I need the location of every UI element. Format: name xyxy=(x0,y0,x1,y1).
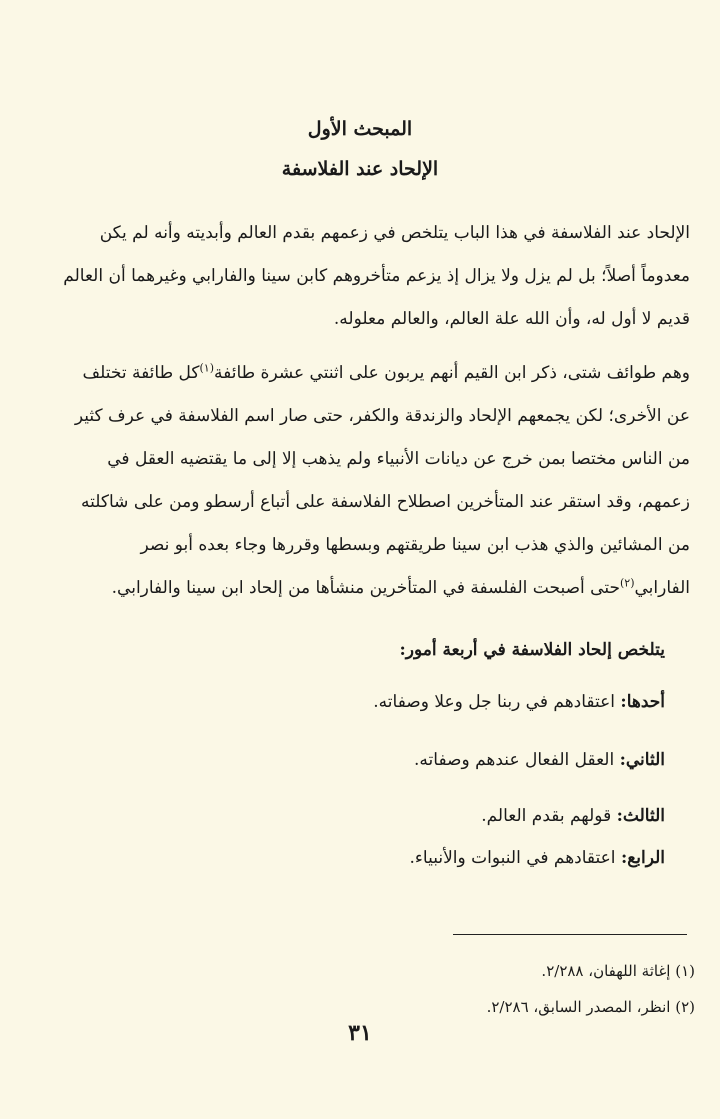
section-subtitle: الإلحاد عند الفلاسفة xyxy=(281,158,439,180)
list-item xyxy=(481,806,665,826)
item-label: الثالث: xyxy=(616,806,665,826)
paragraph-line xyxy=(72,567,690,610)
item-label: الرابع: xyxy=(620,848,665,868)
footnote-2: (٢) انظر، المصدر السابق، ٢/٢٨٦. xyxy=(486,998,695,1016)
item-text: قولهم بقدم العالم. xyxy=(481,806,617,826)
paragraph-text: الفارابي xyxy=(634,578,690,598)
paragraph-line: زعمهم، وقد استقر عند المتأخرين اصطلاح الفلاسفة على أتباع أرسطو ومن على شاكلته xyxy=(81,492,690,512)
section-title: المبحث الأول xyxy=(307,118,413,140)
paragraph-text: حتى أصبحت الفلسفة في المتأخرين منشأها من إلحاد ابن سينا والفارابي. xyxy=(111,578,620,598)
paragraph-line xyxy=(72,352,690,395)
footnote-1: (١) إغاثة اللهفان، ٢/٢٨٨. xyxy=(541,962,695,980)
paragraph-line: من المشائين والذي هذب ابن سينا طريقتهم وبسطها وقررها وجاء بعده أبو نصر xyxy=(140,535,690,555)
list-item xyxy=(373,692,665,712)
list-item xyxy=(410,848,665,868)
list-item xyxy=(414,750,665,770)
paragraph-text: وهم طوائف شتى، ذكر ابن القيم أنهم يربون على اثنتي عشرة طائفة xyxy=(214,363,690,383)
footnote-ref-1: (١) xyxy=(199,361,214,375)
item-label: أحدها: xyxy=(620,692,665,712)
paragraph-line: قديم لا أول له، وأن الله علة العالم، والعالم معلوله. xyxy=(333,309,690,329)
footnote-ref-2: (٢) xyxy=(619,576,635,590)
paragraph-2 xyxy=(72,352,690,610)
item-text: اعتقادهم في النبوات والأنبياء. xyxy=(409,848,621,868)
summary-heading: يتلخص إلحاد الفلاسفة في أربعة أمور: xyxy=(399,640,665,660)
item-text: العقل الفعال عندهم وصفاته. xyxy=(414,750,620,770)
paragraph-line: الإلحاد عند الفلاسفة في هذا الباب يتلخص في زعمهم بقدم العالم وأبديته وأنه لم يكن xyxy=(99,223,690,243)
paragraph-text: كل طائفة تختلف xyxy=(82,363,200,383)
paragraph-line: من الناس مختصا بمن خرج عن ديانات الأنبياء ولم يذهب إلا إلى ما يقتضيه العقل في xyxy=(107,449,690,469)
paragraph-line: عن الأخرى؛ لكن يجمعهم الإلحاد والزندقة والكفر، حتى صار اسم الفلاسفة في عرف كثير xyxy=(74,406,690,426)
item-label: الثاني: xyxy=(619,750,665,770)
footnote-separator xyxy=(453,934,687,935)
paragraph-1 xyxy=(63,212,690,341)
page-number: ٣١ xyxy=(348,1020,372,1046)
paragraph-line: معدوماً أصلاً؛ بل لم يزل ولا يزال إذ يزعم متأخروهم كابن سينا والفارابي وغيرهما أن العالم xyxy=(63,266,690,286)
item-text: اعتقادهم في ربنا جل وعلا وصفاته. xyxy=(373,692,621,712)
